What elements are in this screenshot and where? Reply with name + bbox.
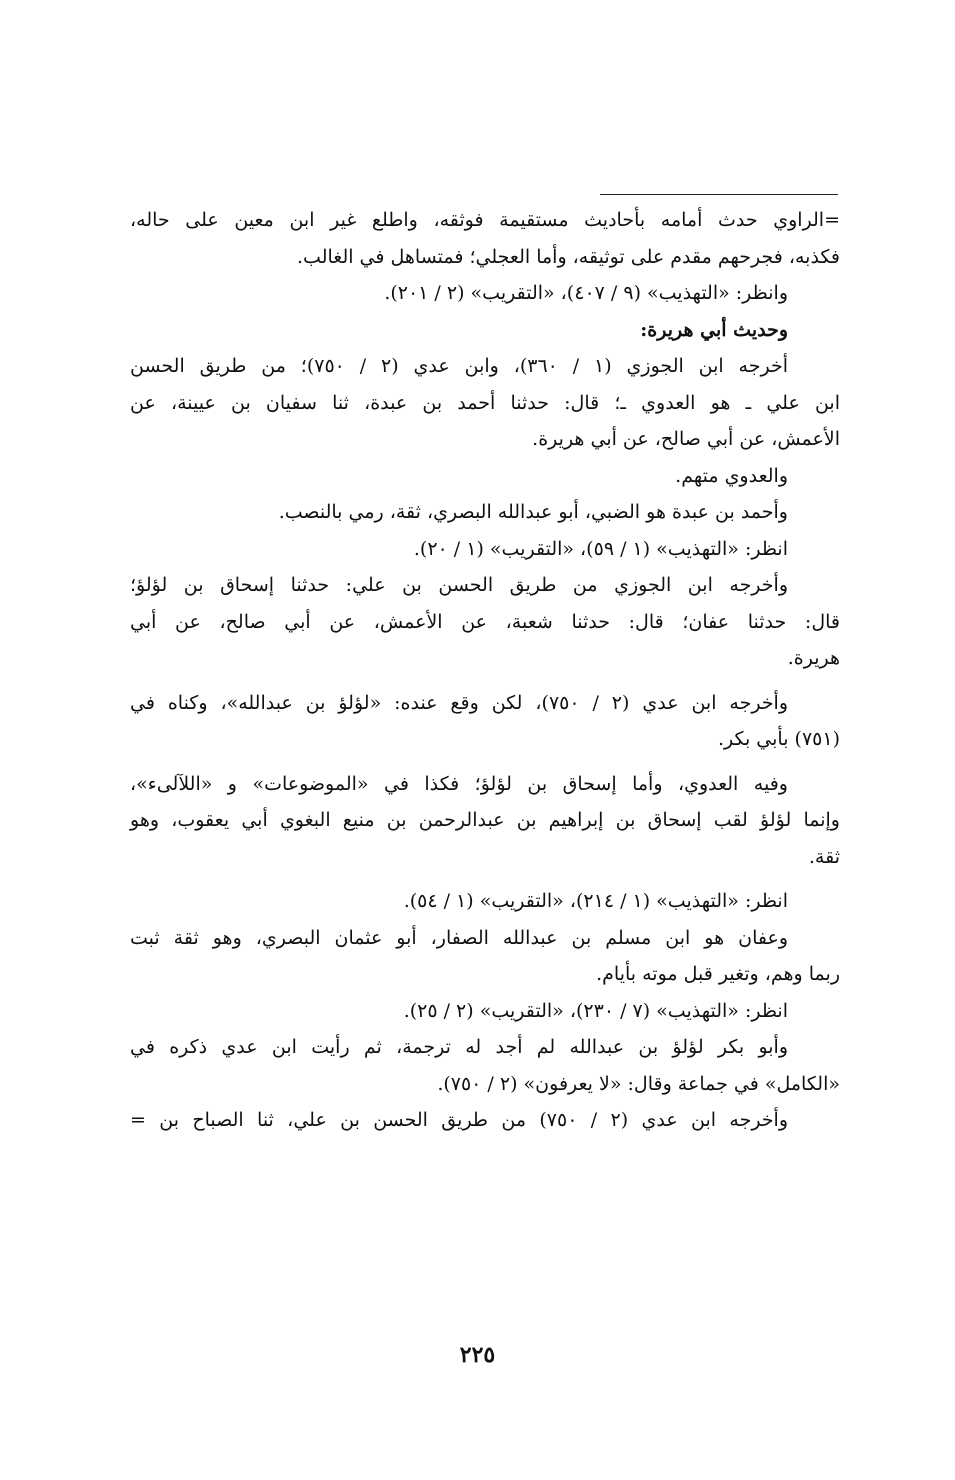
footnote-line: وإنما لؤلؤ لقب إسحاق بن إبراهيم بن عبدالرحمن بن منيع البغوي أبي يعقوب، وهو — [130, 809, 840, 831]
footnote-line: ثقة. — [808, 845, 840, 868]
footnote-line: وعفان هو ابن مسلم بن عبدالله الصفار، أبو عثمان البصري، وهو ثقة ثبت — [130, 926, 788, 949]
page-number: ٢٢٥ — [459, 1342, 496, 1368]
footnote-line: وفيه العدوي، وأما إسحاق بن لؤلؤ؛ فكذا في «الموضوعات» و «اللآلىء»، — [130, 772, 788, 795]
footnote-line: قال: حدثنا عفان؛ قال: حدثنا شعبة، عن الأعمش، عن أبي صالح، عن أبي — [130, 610, 840, 633]
footnote-line: ابن علي ـ هو العدوي ـ؛ قال: حدثنا أحمد بن عبدة، ثنا سفيان بن عيينة، عن — [130, 391, 840, 414]
footnote-line: وأبو بكر لؤلؤ بن عبدالله لم أجد له ترجمة، ثم رأيت ابن عدي ذكره في — [130, 1036, 788, 1058]
footnote-line: وأحمد بن عبدة هو الضبي، أبو عبدالله البصري، ثقة، رمي بالنصب. — [278, 501, 788, 523]
footnote-line: وأخرجه ابن الجوزي من طريق الحسن بن علي: حدثنا إسحاق بن لؤلؤ؛ — [130, 574, 788, 596]
footnote-line: وانظر: «التهذيب» (٩ / ٤٠٧)، «التقريب» (٢ / ٢٠١). — [384, 282, 788, 304]
footnote-line: انظر: «التهذيب» (١ / ٥٩)، «التقريب» (١ / ٢٠). — [413, 537, 788, 560]
footnote-line: وأخرجه ابن عدي (٢ / ٧٥٠)، لكن وقع عنده: «لؤلؤ بن عبدالله»، وكناه في — [130, 691, 788, 714]
footnote-line: «الكامل» في جماعة وقال: «لا يعرفون» (٢ / ٧٥٠). — [437, 1072, 840, 1095]
footnote-line: انظر: «التهذيب» (١ / ٢١٤)، «التقريب» (١ / ٥٤). — [403, 890, 788, 912]
footnote-heading: وحديث أبي هريرة: — [640, 318, 788, 341]
footnote-line: (٧٥١) بأبي بكر. — [717, 728, 840, 750]
footnotes-block — [130, 202, 840, 1139]
footnote-line: =الراوي حدث أمامه بأحاديث مستقيمة فوثقه، واطلع غير ابن معين على حاله، — [130, 209, 840, 231]
footnote-line: انظر: «التهذيب» (٧ / ٢٣٠)، «التقريب» (٢ / ٢٥). — [403, 999, 788, 1022]
footnote-line: وأخرجه ابن عدي (٢ / ٧٥٠) من طريق الحسن بن علي، ثنا الصباح بن = — [130, 1109, 789, 1131]
footnote-line: فكذبه، فجرحهم مقدم على توثيقه، وأما العجلي؛ فمتساهل في الغالب. — [297, 245, 840, 268]
footnote-line: أخرجه ابن الجوزي (١ / ٣٦٠)، وابن عدي (٢ / ٧٥٠)؛ من طريق الحسن — [130, 355, 788, 377]
footnote-separator-rule — [600, 194, 838, 195]
footnote-line: والعدوي متهم. — [675, 464, 788, 487]
footnote-line: الأعمش، عن أبي صالح، عن أبي هريرة. — [532, 428, 840, 450]
footnote-line: ربما وهم، وتغير قبل موته بأيام. — [596, 963, 840, 985]
footnote-line: هريرة. — [787, 647, 840, 669]
